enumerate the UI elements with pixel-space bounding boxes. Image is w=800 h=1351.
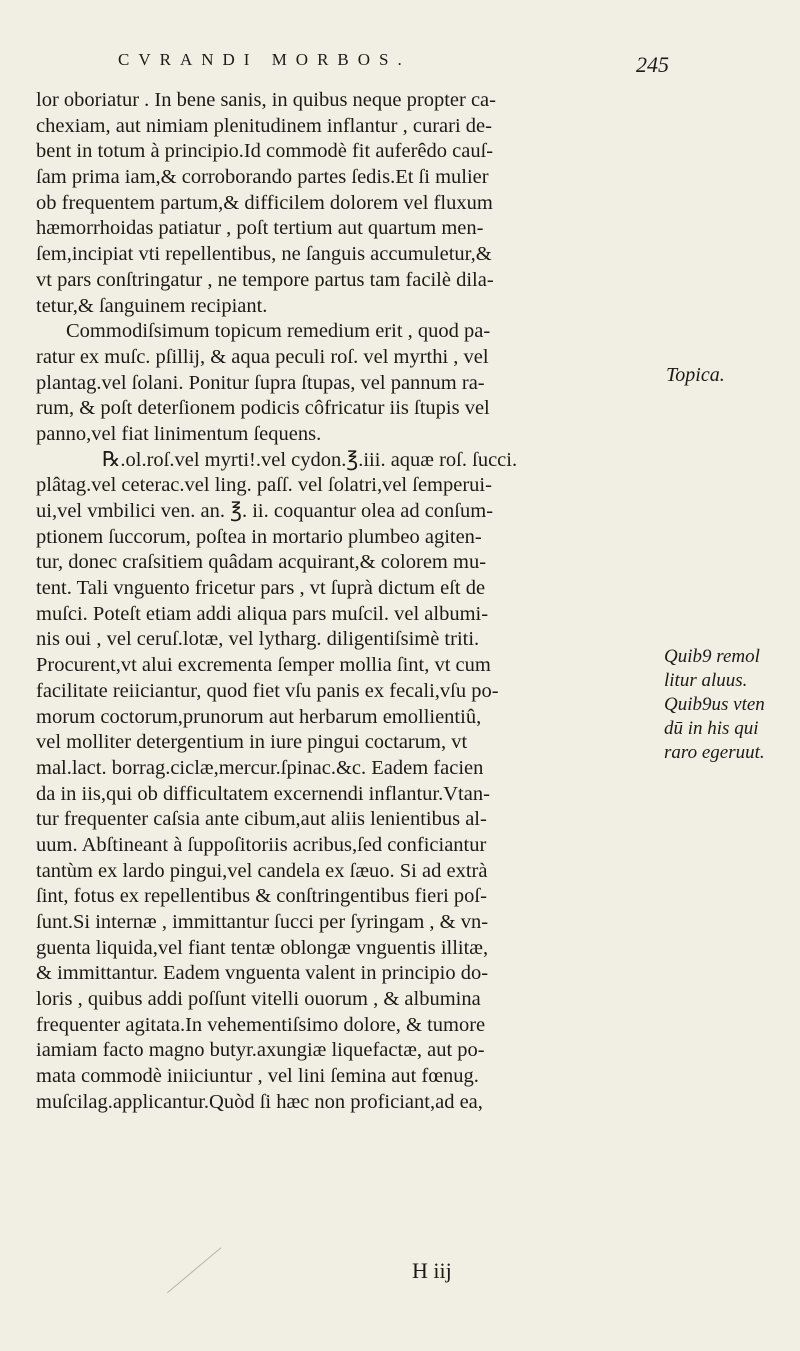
- margin-note-topica: Topica.: [666, 364, 725, 386]
- text-line: ratur ex muſc. pſillij, & aqua peculi roſ. vel myrthi , vel: [36, 345, 489, 368]
- text-line: guenta liquida,vel fiant tentæ oblongæ vnguentis illitæ,: [36, 936, 489, 959]
- text-line: ſunt.Si internæ , immittantur ſucci per ſyringam , & vn-: [36, 911, 489, 933]
- text-line: ſint, fotus ex repellentibus & conſtringentibus fieri poſ-: [36, 885, 487, 908]
- text-line: ob frequentem partum,& difficilem dolorem vel fluxum: [36, 191, 493, 214]
- margin-note-line: dū in his qui: [664, 718, 759, 739]
- margin-note-line: litur aluus.: [664, 670, 748, 691]
- text-line: tetur,& ſanguinem recipiant.: [36, 294, 268, 317]
- text-line: & immittantur. Eadem vnguenta valent in principio do-: [36, 962, 489, 985]
- text-line: chexiam, aut nimiam plenitudinem inflantur , curari de-: [36, 114, 492, 137]
- text-line: muſci. Poteſt etiam addi aliqua pars muſcil. vel albumi-: [36, 602, 489, 625]
- text-line: loris , quibus addi poſſunt vitelli ouorum , & albumina: [36, 988, 481, 1011]
- text-line: frequenter agitata.In vehementiſsimo dolore, & tumore: [36, 1013, 486, 1036]
- paper-crease: [167, 1247, 223, 1294]
- text-line: Commodiſsimum topicum remedium erit , quod pa-: [66, 320, 491, 343]
- margin-note-line: Quib9us vten: [664, 694, 765, 715]
- signature-mark: H iij: [412, 1258, 452, 1283]
- text-line: ptionem ſuccorum, poſtea in mortario plumbeo agiten-: [36, 525, 482, 548]
- margin-note-line: Quib9 remol: [664, 646, 760, 667]
- text-line: uum. Abſtineant à ſuppoſitoriis acribus,ſed conficiantur: [36, 833, 487, 856]
- text-line: Procurent,vt alui excrementa ſemper mollia ſint, vt cum: [36, 654, 491, 677]
- text-line: ſem,incipiat vti repellentibus, ne ſanguis accumuletur,&: [36, 243, 492, 266]
- text-line: nis oui , vel ceruſ.lotæ, vel lytharg. diligentiſsimè triti.: [36, 628, 480, 651]
- text-line: ſam prima iam,& corroborando partes ſedis.Et ſi mulier: [36, 166, 489, 189]
- text-line: muſcilag.applicantur.Quòd ſi hæc non proficiant,ad ea,: [36, 1090, 483, 1113]
- text-line: tent. Tali vnguento fricetur pars , vt ſuprà dictum eſt de: [36, 577, 486, 600]
- text-line: panno,vel fiat linimentum ſequens.: [36, 422, 322, 445]
- text-line: rum, & poſt deterſionem podicis côfricatur iis ſtupis vel: [36, 397, 490, 420]
- text-line: mata commodè iniiciuntur , vel lini ſemina aut fœnug.: [36, 1065, 479, 1088]
- margin-note-line: raro egeruut.: [664, 742, 765, 763]
- text-line: tur, donec craſsitiem quâdam acquirant,& colorem mu-: [36, 551, 487, 574]
- text-line: vt pars conſtringatur , ne tempore partus tam facilè dila-: [36, 268, 494, 291]
- text-line: hæmorrhoidas patiatur , poſt tertium aut quartum men-: [36, 217, 484, 240]
- text-line: mal.lact. borrag.ciclæ,mercur.ſpinac.&c. Eadem facien: [36, 756, 484, 779]
- text-line: bent in totum à principio.Id commodè fit auferêdo cauſ-: [36, 140, 494, 163]
- text-line: morum coctorum,prunorum aut herbarum emollientiû,: [36, 705, 482, 728]
- text-line: ui,vel vmbilici ven. an. ℥. ii. coquantur olea ad conſum-: [36, 500, 494, 522]
- page-number: 245: [636, 52, 669, 77]
- body-text: [36, 88, 658, 1116]
- text-line: iamiam facto magno butyr.axungiæ liquefactæ, aut po-: [36, 1039, 485, 1062]
- text-line: vel molliter detergentium in iure pingui coctarum, vt: [36, 731, 468, 754]
- text-line: ℞.ol.roſ.vel myrti!.vel cydon.℥.iii. aquæ roſ. ſucci.: [102, 448, 518, 471]
- running-head: CVRANDI MORBOS.: [118, 50, 411, 69]
- text-line: tantùm ex lardo pingui,vel candela ex ſæuo. Si ad extrà: [36, 859, 488, 882]
- text-line: da in iis,qui ob difficultatem excernendi inflantur.Vtan-: [36, 782, 490, 805]
- margin-note-quib: [664, 645, 765, 765]
- text-line: tur frequenter caſsia ante cibum,aut aliis lenientibus al-: [36, 808, 487, 831]
- text-line: lor oboriatur . In bene sanis, in quibus neque propter ca-: [36, 89, 496, 111]
- text-line: plantag.vel ſolani. Ponitur ſupra ſtupas, vel pannum ra-: [36, 371, 485, 394]
- text-line: facilitate reiiciantur, quod fiet vſu panis ex fecali,vſu po-: [36, 679, 499, 702]
- text-line: plâtag.vel ceterac.vel ling. paſſ. vel ſolatri,vel ſemperui-: [36, 474, 492, 497]
